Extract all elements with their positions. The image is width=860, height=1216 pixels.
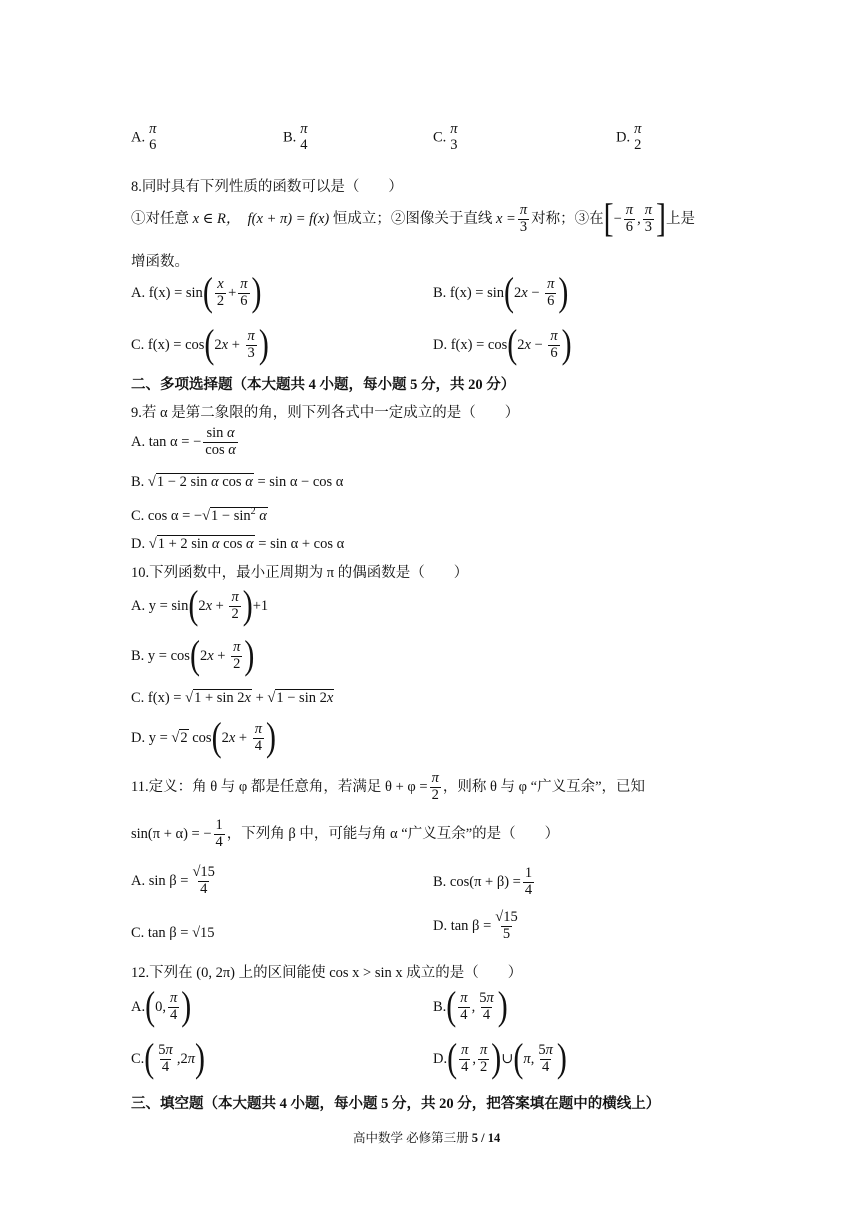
q8-conditions: ①对任意 x ∈ R， f(x + π) = f(x) 恒成立；②图像关于直线 x = $\frac{\pi}{3}$ 对称；③在[− $\frac{\pi}{6}$ , $\frac{\pi}{3}$ ]上是 (131, 196, 695, 242)
q9-option-c: C. $\cos \alpha = -√1 - \sin^2 \alpha$ (131, 506, 267, 524)
q10-stem: 10.下列函数中，最小正周期为 π 的偶函数是（ ） (131, 565, 469, 581)
q7-option-b: B. π 4 (283, 121, 308, 153)
q9-option-a: A. tan α = − $\frac{\text{sin α}}{\text{cos α}}$ (131, 425, 236, 458)
section-3-heading: 三、填空题（本大题共 4 小题，每小题 5 分，共 20 分，把答案填在题中的横线上） (131, 1096, 661, 1112)
q11-option-c: C. tan β = √15 (131, 925, 215, 941)
q12-stem: 12.下列在 (0, 2π) 上的区间能使 cos x > sin x 成立的是（ ） (131, 965, 523, 981)
page-number: 5 / 14 (471, 1131, 501, 1145)
q12-option-d: D.( $\frac{\pi}{4}$ , $\frac{\pi}{2}$ )∪(π, $\frac{5\pi}{4}$ ) (433, 1036, 567, 1082)
q12-option-b: B.( $\frac{\pi}{4}$ , $\frac{5\pi}{4}$ ) (433, 984, 508, 1030)
q11-option-a: A. sin β = $\frac{√15}{4}$ (131, 864, 215, 897)
q12-option-c: C.( $\frac{5\pi}{4}$ ,2π) (131, 1036, 205, 1082)
q7-option-c: C. π 3 (433, 121, 458, 153)
q10-option-d: D. y = √2 cos(2x + $\frac{\pi}{4}$ ) (131, 715, 276, 761)
q10-option-a: A. y = sin(2x + $\frac{\pi}{2}$ )+1 (131, 583, 269, 629)
q8-option-c: C. f(x) = cos(2x + $\frac{\pi}{3}$ ) (131, 322, 269, 368)
q8-option-b: B. f(x) = sin(2x − $\frac{\pi}{6}$ ) (433, 270, 569, 316)
section-2-heading: 二、多项选择题（本大题共 4 小题，每小题 5 分，共 20 分） (131, 377, 516, 393)
q8-option-a: A. f(x) = sin( $\frac{x}{2}$ + $\frac{\pi}{6}$ ) (131, 270, 262, 316)
q7-option-a: A. π 6 (131, 121, 157, 153)
q10-option-b: B. y = cos(2x + $\frac{\pi}{2}$ ) (131, 633, 255, 679)
q12-option-a: A.(0, $\frac{\pi}{4}$ ) (131, 984, 192, 1030)
q11-stem-line2: sin(π + α) = − $\frac{1}{4}$ ，下列角 β 中，可能与角 α “广义互余”的是（ ） (131, 817, 560, 850)
q10-option-c: C. f(x) = √1 + sin 2x + √1 − sin 2x (131, 690, 334, 706)
q7-option-d: D. π 2 (616, 121, 642, 153)
q11-option-b: B. cos(π + β) = $\frac{1}{4}$ (433, 865, 533, 898)
q11-stem-line1: 11.定义：角 θ 与 φ 都是任意角，若满足 θ + φ = $\frac{\pi}{2}$ ，则称 θ 与 φ “广义互余”，已知 (131, 770, 646, 803)
footer-title: 高中数学 必修第三册 (353, 1131, 469, 1145)
q9-option-b: B. √1 − 2 sin α cos α = sin α − cos α (131, 474, 344, 490)
page-footer (353, 1128, 500, 1146)
q8-conditions-cont: 增函数。 (131, 254, 189, 270)
q9-stem: 9.若 α 是第二象限的角，则下列各式中一定成立的是（ ） (131, 405, 520, 421)
q8-option-d: D. f(x) = cos(2x − $\frac{\pi}{6}$ ) (433, 322, 572, 368)
q11-option-d: D. tan β = $\frac{√15}{5}$ (433, 909, 518, 942)
q9-option-d: D. √1 + 2 sin α cos α = sin α + cos α (131, 536, 345, 552)
q8-stem: 8.同时具有下列性质的函数可以是（ ） (131, 179, 403, 195)
